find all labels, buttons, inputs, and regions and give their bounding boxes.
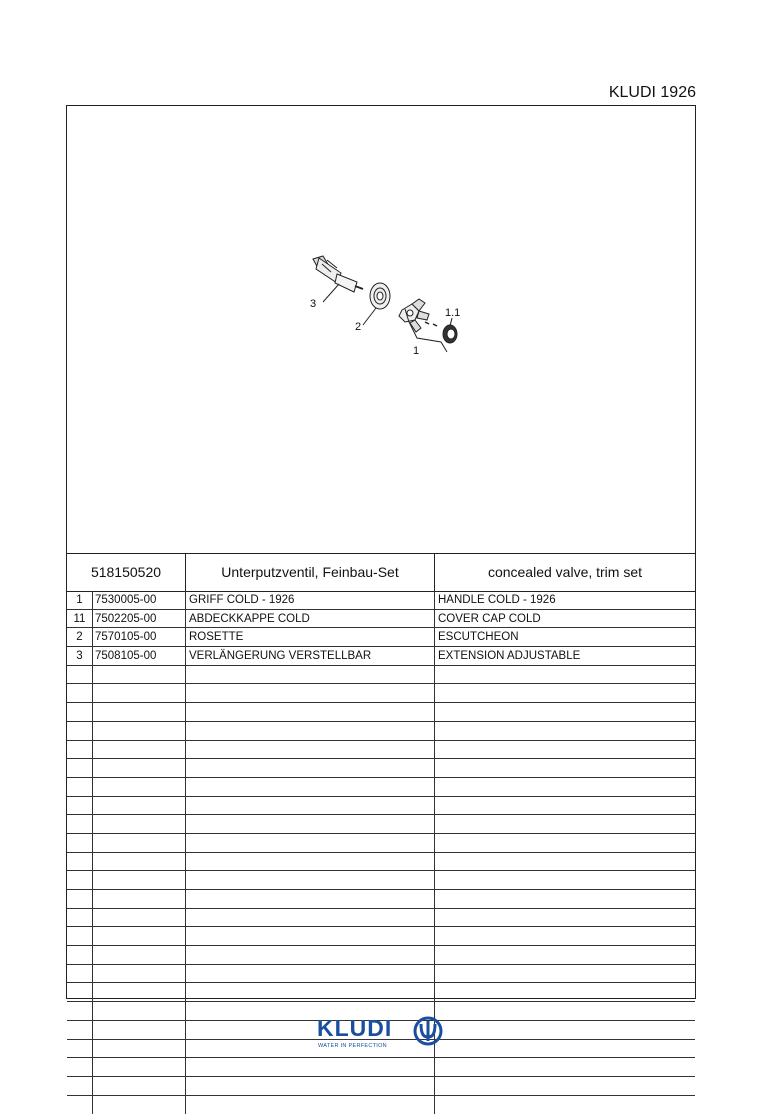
part-article-number	[93, 684, 186, 702]
part-name-de	[186, 965, 435, 983]
table-row	[67, 927, 695, 946]
table-row	[67, 684, 695, 703]
table-row	[67, 965, 695, 984]
parts-sheet-frame	[66, 105, 696, 999]
part-name-en: ESCUTCHEON	[438, 631, 519, 644]
part-name-en	[435, 1040, 695, 1058]
table-row	[67, 797, 695, 816]
part-name-en	[435, 871, 695, 889]
table-row	[67, 778, 695, 797]
table-row	[67, 741, 695, 760]
part-article-number	[93, 927, 186, 945]
logo-wordmark: KLUDI	[317, 1015, 393, 1041]
part-position	[67, 759, 93, 777]
kludi-logo	[317, 1015, 447, 1051]
part-position	[67, 834, 93, 852]
part-article-number	[93, 946, 186, 964]
part-name-de	[186, 778, 435, 796]
part-position	[67, 909, 93, 927]
table-row	[67, 591, 695, 610]
part-article-number	[93, 1058, 186, 1076]
part-article-number	[93, 1002, 186, 1020]
part-name-en	[435, 1058, 695, 1076]
part-name-en	[435, 1002, 695, 1020]
exploded-view-svg	[67, 106, 695, 552]
part-article-number	[93, 834, 186, 852]
part-position	[67, 797, 93, 815]
part-name-de: ROSETTE	[186, 628, 435, 646]
part-name-de	[186, 684, 435, 702]
part-position	[67, 722, 93, 740]
part-name-de	[186, 797, 435, 815]
table-row	[67, 983, 695, 1002]
callout-1-1: 1.1	[445, 307, 461, 319]
part-name-de	[186, 722, 435, 740]
part-article-number	[93, 741, 186, 759]
part-name-de	[186, 815, 435, 833]
table-row	[67, 759, 695, 778]
part-name-en	[435, 1096, 695, 1114]
part-article-number	[93, 815, 186, 833]
part-position	[67, 927, 93, 945]
table-row	[67, 890, 695, 909]
part-article-number: 7508105-00	[93, 647, 186, 665]
part-name-en	[435, 983, 695, 1001]
table-row	[67, 628, 695, 647]
document-title: KLUDI 1926	[608, 84, 696, 101]
part-article-number	[93, 1040, 186, 1058]
part-name-en	[435, 759, 695, 777]
table-row	[67, 815, 695, 834]
part-position	[67, 684, 93, 702]
part-name-en	[435, 909, 695, 927]
part-article-number	[93, 1021, 186, 1039]
part-name-en	[435, 927, 695, 945]
callout-1: 1	[413, 345, 420, 357]
part-position: 3	[67, 647, 93, 665]
part-name-en	[435, 666, 695, 684]
part-name-en	[435, 741, 695, 759]
table-row	[67, 871, 695, 890]
part-name-de	[186, 703, 435, 721]
table-row	[67, 647, 695, 666]
part-article-number	[93, 722, 186, 740]
part-name-de	[186, 853, 435, 871]
part-position: 2	[67, 628, 93, 646]
set-description-de: Unterputzventil, Feinbau-Set	[186, 553, 435, 591]
part-name-de	[186, 946, 435, 964]
table-row	[67, 703, 695, 722]
part-name-de	[186, 741, 435, 759]
part-name-de	[186, 909, 435, 927]
part-position	[67, 666, 93, 684]
part-article-number	[93, 871, 186, 889]
part-name-de	[186, 983, 435, 1001]
part-name-en	[435, 1021, 695, 1039]
part-article-number	[93, 890, 186, 908]
table-row	[67, 834, 695, 853]
part-article-number: 7502205-00	[93, 610, 186, 628]
set-header-row	[67, 553, 695, 592]
part-position	[67, 890, 93, 908]
part-name-en	[435, 815, 695, 833]
logo-tagline: WATER IN PERFECTION	[318, 1043, 387, 1049]
part-position	[67, 983, 93, 1001]
part-name-de	[186, 1096, 435, 1114]
part-name-de	[186, 1058, 435, 1076]
part-article-number	[93, 1096, 186, 1114]
part-name-en	[435, 853, 695, 871]
part-name-de	[186, 890, 435, 908]
handle-part	[399, 299, 437, 332]
escutcheon-part	[370, 283, 390, 309]
part-name-de: GRIFF COLD - 1926	[186, 591, 435, 609]
part-article-number	[93, 759, 186, 777]
part-position	[67, 778, 93, 796]
part-name-en: EXTENSION ADJUSTABLE	[438, 649, 581, 662]
part-name-de: VERLÄNGERUNG VERSTELLBAR	[186, 647, 435, 665]
part-article-number	[93, 965, 186, 983]
kludi-emblem-icon	[412, 1015, 444, 1047]
part-position: 11	[67, 610, 93, 628]
part-article-number	[93, 983, 186, 1001]
part-article-number	[93, 778, 186, 796]
part-name-en	[435, 965, 695, 983]
part-name-en: HANDLE COLD - 1926	[438, 593, 556, 606]
part-name-de	[186, 871, 435, 889]
exploded-drawing	[67, 106, 695, 554]
part-position	[67, 1096, 93, 1114]
part-name-en	[435, 890, 695, 908]
part-name-de	[186, 759, 435, 777]
part-position	[67, 1021, 93, 1039]
table-row	[67, 666, 695, 685]
part-article-number	[93, 797, 186, 815]
cover-cap-part	[443, 325, 457, 343]
part-name-en	[435, 684, 695, 702]
part-name-de	[186, 927, 435, 945]
part-article-number	[93, 703, 186, 721]
part-article-number	[93, 666, 186, 684]
part-article-number: 7530005-00	[93, 591, 186, 609]
part-article-number: 7570105-00	[93, 628, 186, 646]
table-row	[67, 1058, 695, 1077]
part-position	[67, 741, 93, 759]
table-row	[67, 909, 695, 928]
part-position: 1	[67, 591, 93, 609]
table-row	[67, 853, 695, 872]
part-name-en	[435, 703, 695, 721]
part-name-en	[435, 778, 695, 796]
part-name-en	[435, 722, 695, 740]
part-position	[67, 1040, 93, 1058]
part-name-en	[435, 797, 695, 815]
part-position	[67, 853, 93, 871]
part-position	[67, 946, 93, 964]
callout-2: 2	[355, 321, 362, 333]
extension-part	[313, 256, 363, 292]
table-row	[67, 946, 695, 965]
part-position	[67, 703, 93, 721]
part-position	[67, 871, 93, 889]
part-name-en	[435, 946, 695, 964]
part-position	[67, 1002, 93, 1020]
table-row	[67, 1096, 695, 1114]
callout-3: 3	[310, 298, 317, 310]
part-name-de	[186, 666, 435, 684]
leader-line-3	[323, 284, 339, 302]
table-row	[67, 610, 695, 629]
set-article-number: 518150520	[67, 553, 186, 591]
part-name-de	[186, 834, 435, 852]
part-position	[67, 1058, 93, 1076]
part-position	[67, 815, 93, 833]
part-article-number	[93, 909, 186, 927]
leader-line-2	[363, 308, 376, 325]
part-name-de: ABDECKKAPPE COLD	[186, 610, 435, 628]
part-name-en: COVER CAP COLD	[438, 612, 541, 625]
set-description-en: concealed valve, trim set	[487, 564, 643, 580]
part-position	[67, 965, 93, 983]
table-row	[67, 722, 695, 741]
part-name-en	[435, 834, 695, 852]
part-article-number	[93, 853, 186, 871]
